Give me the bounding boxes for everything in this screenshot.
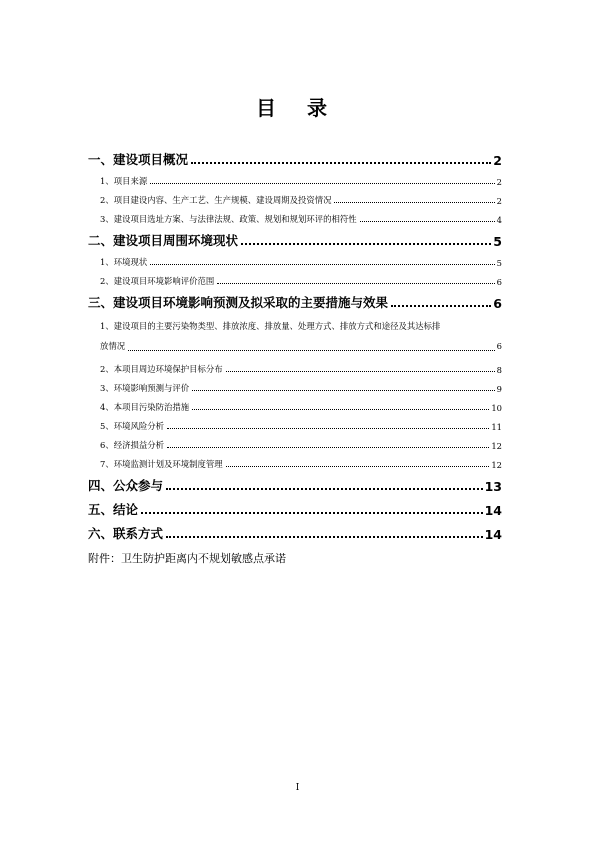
dotted-leader — [226, 466, 490, 467]
dotted-leader — [191, 162, 491, 164]
toc-item-2-1[interactable] — [88, 252, 502, 268]
toc-item-3-3[interactable] — [88, 378, 502, 394]
toc-page-number: 6 — [493, 296, 502, 311]
dotted-leader — [167, 428, 489, 429]
toc-page-number: 5 — [493, 234, 502, 249]
toc-page-number: 13 — [484, 479, 502, 494]
toc-page-number: 5 — [496, 258, 502, 268]
dotted-leader — [192, 390, 495, 391]
toc-page-number: 2 — [493, 153, 502, 168]
toc-item-1-2[interactable] — [88, 190, 502, 206]
page-title: 目 录 — [256, 96, 339, 120]
toc-item-label-line1: 1、建设项目的主要污染物类型、排放浓度、排放量、处理方式、排放方式和途径及其达标排 — [100, 321, 441, 331]
dotted-leader — [391, 305, 491, 307]
toc-section-2[interactable] — [88, 227, 502, 249]
dotted-leader — [334, 202, 494, 203]
dotted-leader — [166, 488, 483, 490]
toc-page-number: 9 — [496, 384, 502, 394]
toc-section-5[interactable] — [88, 496, 502, 518]
toc-item-label: 6、经济损益分析 — [100, 440, 164, 450]
toc-item-3-1[interactable] — [88, 316, 502, 356]
dotted-leader — [217, 283, 494, 284]
toc-item-label: 2、项目建设内容、生产工艺、生产规模、建设周期及投资情况 — [100, 195, 332, 205]
toc-section-label: 一、建设项目概况 — [88, 152, 189, 167]
toc-item-label: 1、环境现状 — [100, 257, 148, 267]
toc-item-label: 4、本项目污染防治措施 — [100, 402, 190, 412]
toc-item-label: 2、建设项目环境影响评价范围 — [100, 276, 215, 286]
toc-item-3-4[interactable] — [88, 397, 502, 413]
toc-page-number: 14 — [484, 527, 502, 542]
dotted-leader — [128, 350, 495, 351]
toc-page-number: 2 — [496, 177, 502, 187]
page-number: I — [295, 783, 300, 793]
toc-item-1-3[interactable] — [88, 209, 502, 225]
toc-item-label: 3、环境影响预测与评价 — [100, 383, 190, 393]
toc-item-1-1[interactable] — [88, 171, 502, 187]
toc-page-number: 14 — [484, 503, 502, 518]
toc-item-label: 1、项目来源 — [100, 176, 148, 186]
toc-page-number: 12 — [491, 460, 502, 470]
toc-page-number: 4 — [496, 215, 502, 225]
toc-item-label: 2、本项目周边环境保护目标分布 — [100, 364, 223, 374]
toc-item-3-7[interactable] — [88, 454, 502, 470]
dotted-leader — [360, 221, 495, 222]
toc-section-label: 五、结论 — [88, 502, 139, 517]
dotted-leader — [241, 243, 491, 245]
dotted-leader — [167, 447, 489, 448]
toc-item-3-6[interactable] — [88, 435, 502, 451]
table-of-contents — [88, 144, 502, 566]
toc-page-number: 2 — [496, 196, 502, 206]
toc-section-1[interactable] — [88, 146, 502, 168]
toc-item-2-2[interactable] — [88, 271, 502, 287]
dotted-leader — [226, 371, 495, 372]
toc-item-3-2[interactable] — [88, 359, 502, 375]
toc-page-number: 6 — [496, 341, 502, 351]
toc-page-number: 11 — [491, 422, 502, 432]
toc-section-label: 六、联系方式 — [88, 526, 164, 541]
toc-item-3-5[interactable] — [88, 416, 502, 432]
toc-item-label: 7、环境监测计划及环境制度管理 — [100, 459, 223, 469]
toc-item-label: 5、环境风险分析 — [100, 421, 164, 431]
toc-section-4[interactable] — [88, 472, 502, 494]
dotted-leader — [150, 264, 494, 265]
toc-page-number: 12 — [491, 441, 502, 451]
toc-section-label: 二、建设项目周围环境现状 — [88, 233, 239, 248]
dotted-leader — [150, 183, 494, 184]
toc-page-number: 10 — [491, 403, 502, 413]
appendix-note: 附件：卫生防护距离内不规划敏感点承诺 — [88, 552, 286, 565]
toc-page-number: 8 — [496, 365, 502, 375]
toc-section-6[interactable] — [88, 520, 502, 542]
toc-section-label: 三、建设项目环境影响预测及拟采取的主要措施与效果 — [88, 295, 389, 310]
toc-section-label: 四、公众参与 — [88, 478, 164, 493]
toc-item-label: 3、建设项目选址方案、与法律法规、政策、规划和规划环评的相符性 — [100, 214, 357, 224]
toc-section-3[interactable] — [88, 289, 502, 311]
dotted-leader — [141, 512, 483, 514]
toc-item-label-line2: 放情况 — [100, 341, 126, 351]
dotted-leader — [192, 409, 489, 410]
toc-page-number: 6 — [496, 277, 502, 287]
dotted-leader — [166, 536, 483, 538]
